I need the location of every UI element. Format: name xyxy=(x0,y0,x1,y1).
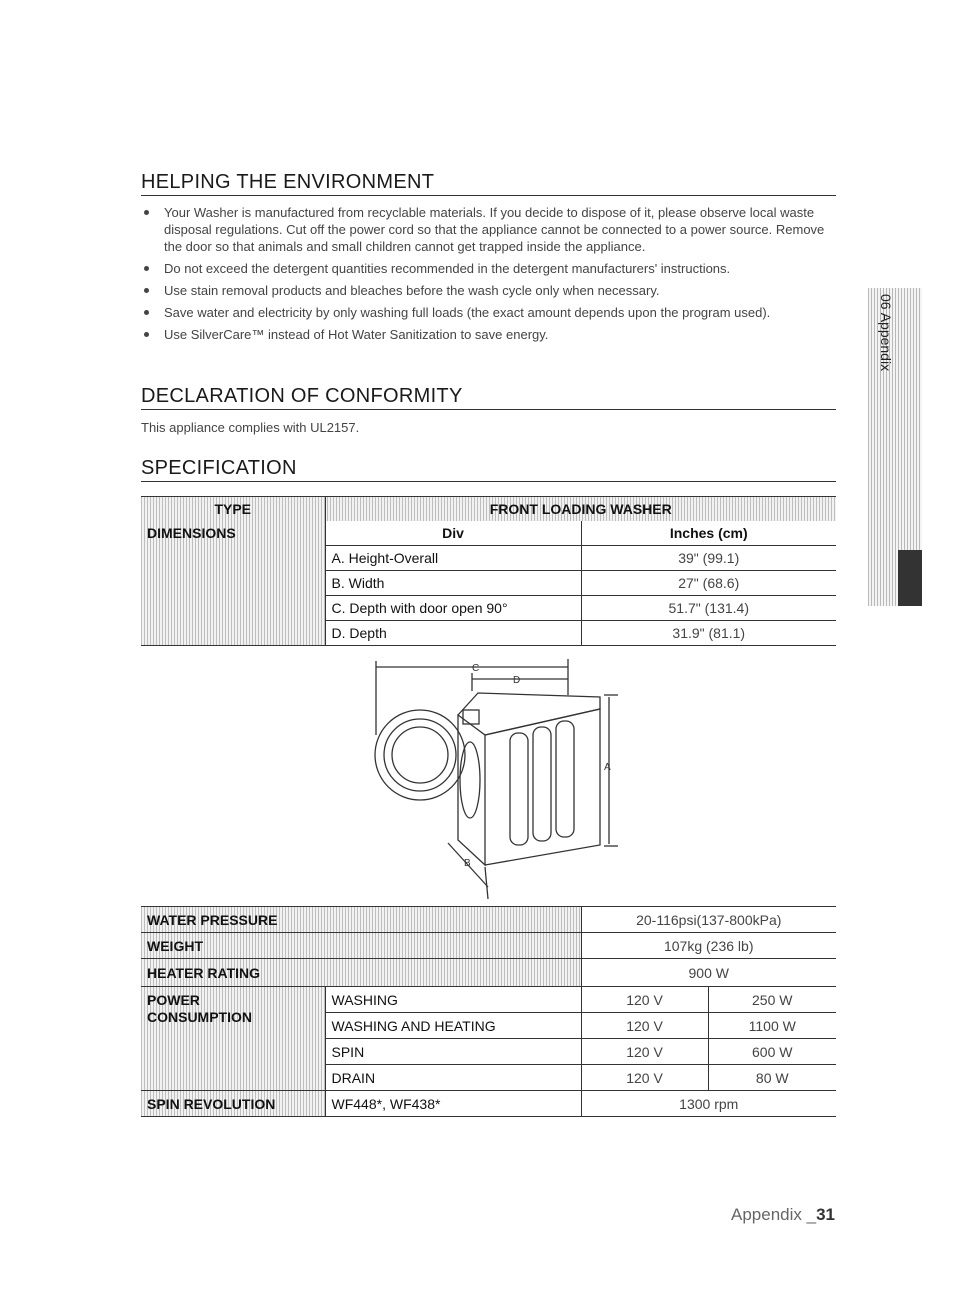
dimension-name: A. Height-Overall xyxy=(325,546,581,571)
env-bullet: Save water and electricity by only washing full loads (the exact amount depends upon the program used). xyxy=(141,304,831,321)
power-consumption-label xyxy=(141,987,325,1091)
dimensions-label: DIMENSIONS xyxy=(141,521,325,646)
spin-revolution-label: SPIN REVOLUTION xyxy=(141,1091,325,1117)
power-volt: 120 V xyxy=(581,987,708,1013)
footer-section: Appendix _ xyxy=(731,1205,817,1224)
power-watt: 600 W xyxy=(708,1039,836,1065)
chapter-side-tab xyxy=(868,288,922,606)
power-mode: WASHING AND HEATING xyxy=(325,1013,581,1039)
side-tab-label: 06 Appendix xyxy=(878,294,894,372)
env-bullet: Use stain removal products and bleaches before the wash cycle only when necessary. xyxy=(141,282,831,299)
env-title: HELPING THE ENVIRONMENT xyxy=(141,171,836,196)
dimensions-table xyxy=(141,496,836,646)
conformity-title: DECLARATION OF CONFORMITY xyxy=(141,385,836,410)
power-mode: WASHING xyxy=(325,987,581,1013)
power-mode: DRAIN xyxy=(325,1065,581,1091)
weight-value: 107kg (236 lb) xyxy=(581,933,836,959)
env-bullet: Do not exceed the detergent quantities recommended in the detergent manufacturers' instructions. xyxy=(141,260,831,277)
power-volt: 120 V xyxy=(581,1039,708,1065)
water-pressure-label: WATER PRESSURE xyxy=(141,907,581,933)
power-label-line1: POWER xyxy=(147,992,200,1008)
power-volt: 120 V xyxy=(581,1013,708,1039)
washer-dimension-diagram xyxy=(360,655,630,900)
dimension-value: 51.7" (131.4) xyxy=(581,596,836,621)
dimension-value: 27" (68.6) xyxy=(581,571,836,596)
dimension-name: C. Depth with door open 90° xyxy=(325,596,581,621)
spec-table xyxy=(141,906,836,1117)
spin-models: WF448*, WF438* xyxy=(325,1091,581,1117)
diagram-label-d: D xyxy=(513,675,521,686)
side-tab-marker xyxy=(898,550,922,606)
spec-title: SPECIFICATION xyxy=(141,457,836,482)
dimension-name: D. Depth xyxy=(325,621,581,646)
div-header: Div xyxy=(325,521,581,546)
power-watt: 80 W xyxy=(708,1065,836,1091)
power-watt: 250 W xyxy=(708,987,836,1013)
env-bullet: Use SilverCare™ instead of Hot Water Sanitization to save energy. xyxy=(141,326,831,343)
model-header: FRONT LOADING WASHER xyxy=(325,497,836,522)
diagram-label-c: C xyxy=(472,663,480,674)
power-volt: 120 V xyxy=(581,1065,708,1091)
page-footer xyxy=(731,1205,835,1225)
diagram-label-b: B xyxy=(464,858,471,869)
env-bullet-list xyxy=(141,204,831,348)
dimension-value: 39" (99.1) xyxy=(581,546,836,571)
env-bullet: Your Washer is manufactured from recyclable materials. If you decide to dispose of it, please observe local waste disposal regulations. Cut off the power cord so that the appliance cannot be connected to a power source. Remove the door so that animals and small children cannot get trapped inside the appliance. xyxy=(141,204,831,255)
spin-value: 1300 rpm xyxy=(581,1091,836,1117)
heater-rating-value: 900 W xyxy=(581,959,836,987)
dimension-name: B. Width xyxy=(325,571,581,596)
power-mode: SPIN xyxy=(325,1039,581,1065)
weight-label: WEIGHT xyxy=(141,933,581,959)
heater-rating-label: HEATER RATING xyxy=(141,959,581,987)
unit-header: Inches (cm) xyxy=(581,521,836,546)
dimension-value: 31.9" (81.1) xyxy=(581,621,836,646)
type-header: TYPE xyxy=(214,501,252,517)
conformity-text: This appliance complies with UL2157. xyxy=(141,420,360,435)
water-pressure-value: 20-116psi(137-800kPa) xyxy=(581,907,836,933)
power-watt: 1100 W xyxy=(708,1013,836,1039)
diagram-label-a: A xyxy=(604,762,611,773)
page-number: 31 xyxy=(816,1205,835,1224)
power-label-line2: CONSUMPTION xyxy=(147,1009,252,1025)
